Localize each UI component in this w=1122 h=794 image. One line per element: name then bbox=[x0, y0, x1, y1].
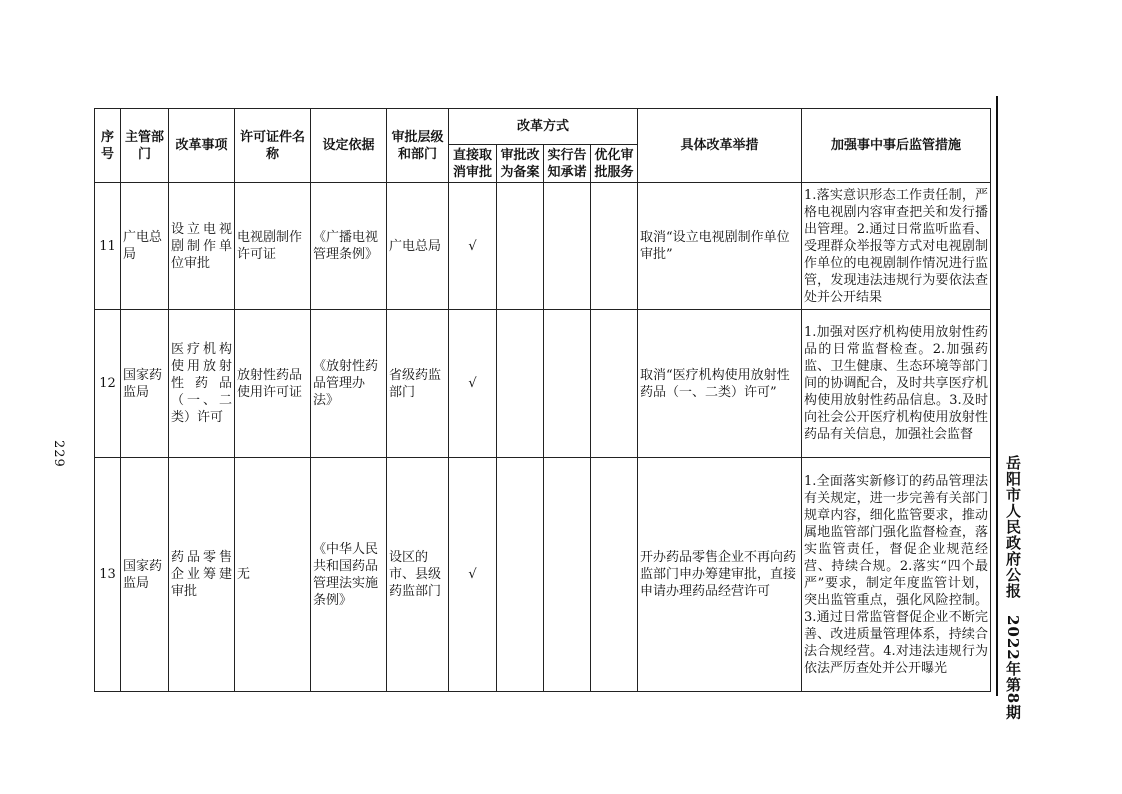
cell-dept: 国家药监局 bbox=[121, 310, 169, 458]
table-row bbox=[95, 458, 991, 692]
cell-method-cancel: √ bbox=[449, 183, 497, 310]
cell-dept: 广电总局 bbox=[121, 183, 169, 310]
cell-basis: 《放射性药品管理办法》 bbox=[311, 310, 387, 458]
header-level: 审批层级和部门 bbox=[387, 109, 449, 183]
header-basis: 设定依据 bbox=[311, 109, 387, 183]
cell-measures: 开办药品零售企业不再向药监部门申办筹建审批，直接申请办理药品经营许可 bbox=[638, 458, 802, 692]
cell-method-cancel: √ bbox=[449, 310, 497, 458]
header-item: 改革事项 bbox=[169, 109, 235, 183]
header-supervision: 加强事中事后监管措施 bbox=[802, 109, 991, 183]
header-dept: 主管部门 bbox=[121, 109, 169, 183]
header-method-filing: 审批改为备案 bbox=[497, 145, 544, 183]
cell-method-filing bbox=[497, 310, 544, 458]
cell-method-optimize bbox=[591, 183, 638, 310]
cell-measures: 取消“医疗机构使用放射性药品（一、二类）许可” bbox=[638, 310, 802, 458]
cell-seq: 11 bbox=[95, 183, 121, 310]
header-seq: 序号 bbox=[95, 109, 121, 183]
header-method-group: 改革方式 bbox=[449, 109, 638, 145]
page-number: 229 bbox=[51, 440, 66, 468]
cell-level: 省级药监部门 bbox=[387, 310, 449, 458]
cell-method-optimize bbox=[591, 458, 638, 692]
cell-method-filing bbox=[497, 183, 544, 310]
cell-method-notify bbox=[544, 458, 591, 692]
cell-method-cancel: √ bbox=[449, 458, 497, 692]
cell-measures: 取消“设立电视剧制作单位审批” bbox=[638, 183, 802, 310]
cell-supervision: 1.加强对医疗机构使用放射性药品的日常监督检查。2.加强药监、卫生健康、生态环境等部门间的协调配合，及时共享医疗机构使用放射性药品信息。3.及时向社会公开医疗机构使用放射性药品有关信息，加强社会监督 bbox=[802, 310, 991, 458]
cell-license: 放射性药品使用许可证 bbox=[235, 310, 311, 458]
table-row bbox=[95, 310, 991, 458]
reform-table bbox=[94, 108, 991, 692]
cell-method-filing bbox=[497, 458, 544, 692]
cell-supervision: 1.落实意识形态工作责任制，严格电视剧内容审查把关和发行播出管理。2.通过日常监听监看、受理群众举报等方式对电视剧制作单位的电视剧制作情况进行监管，发现违法违规行为要依法查处并公开结果 bbox=[802, 183, 991, 310]
cell-method-optimize bbox=[591, 310, 638, 458]
header-row-1 bbox=[95, 109, 991, 145]
cell-supervision: 1.全面落实新修订的药品管理法有关规定，进一步完善有关部门规章内容，细化监管要求，推动属地监管部门强化监督检查，落实监管责任，督促企业规范经营、持续合规。2.落实“四个最严”要求，制定年度监管计划，突出监管重点，强化风险控制。3.通过日常监管督促企业不断完善、改进质量管理体系，持续合法合规经营。4.对违法违规行为依法严厉查处并公开曝光 bbox=[802, 458, 991, 692]
header-license: 许可证件名称 bbox=[235, 109, 311, 183]
cell-level: 设区的市、县级药监部门 bbox=[387, 458, 449, 692]
cell-item: 药品零售企业筹建审批 bbox=[169, 458, 235, 692]
cell-level: 广电总局 bbox=[387, 183, 449, 310]
side-rule bbox=[996, 96, 998, 696]
cell-license: 电视剧制作许可证 bbox=[235, 183, 311, 310]
header-method-cancel: 直接取消审批 bbox=[449, 145, 497, 183]
cell-basis: 《广播电视管理条例》 bbox=[311, 183, 387, 310]
cell-license: 无 bbox=[235, 458, 311, 692]
header-measures: 具体改革举措 bbox=[638, 109, 802, 183]
cell-method-notify bbox=[544, 310, 591, 458]
table-row bbox=[95, 183, 991, 310]
cell-item: 设立电视剧制作单位审批 bbox=[169, 183, 235, 310]
cell-basis: 《中华人民共和国药品管理法实施条例》 bbox=[311, 458, 387, 692]
cell-seq: 13 bbox=[95, 458, 121, 692]
cell-dept: 国家药监局 bbox=[121, 458, 169, 692]
cell-method-notify bbox=[544, 183, 591, 310]
side-title: 岳阳市人民政府公报 2022年第8期 bbox=[1004, 455, 1022, 721]
cell-item: 医疗机构使用放射性药品（一、二类）许可 bbox=[169, 310, 235, 458]
cell-seq: 12 bbox=[95, 310, 121, 458]
header-method-notify: 实行告知承诺 bbox=[544, 145, 591, 183]
header-method-optimize: 优化审批服务 bbox=[591, 145, 638, 183]
